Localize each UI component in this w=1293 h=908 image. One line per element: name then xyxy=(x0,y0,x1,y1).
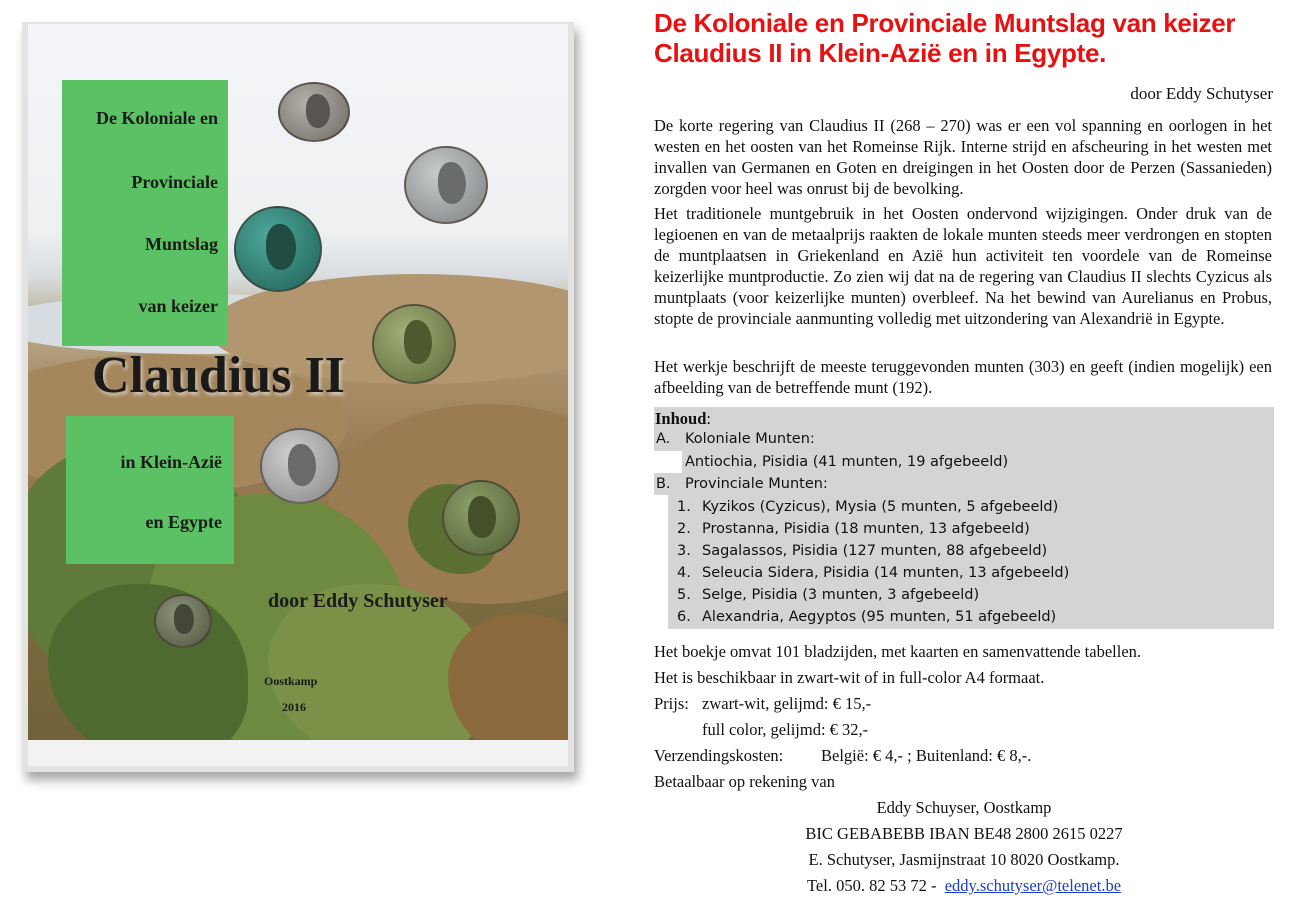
pages-info: Het boekje omvat 101 bladzijden, met kaarten en samenvattende tabellen. xyxy=(654,642,1142,661)
section-b-marker: B. xyxy=(656,476,671,492)
price-color: full color, gelijmd: € 32,- xyxy=(702,720,869,739)
list-item: Kyzikos (Cyzicus), Mysia (5 munten, 5 afgebeeld) xyxy=(702,499,1059,515)
cover-subtitle-line: in Klein-Azië xyxy=(120,452,222,472)
list-item: Sagalassos, Pisidia (127 munten, 88 afgebeeld) xyxy=(702,543,1048,559)
list-item-number: 1. xyxy=(677,499,691,515)
section-a-item: Antiochia, Pisidia (41 munten, 19 afgebeeld) xyxy=(685,454,1009,470)
page-title xyxy=(654,8,1274,68)
price-bw: zwart-wit, gelijmd: € 15,- xyxy=(702,694,872,713)
summary-paragraph: Het werkje beschrijft de meeste teruggevonden munten (303) en geeft (indien mogelijk) een afbeelding van de betreffende munt (192). xyxy=(654,357,1272,397)
cover-author: door Eddy Schutyser xyxy=(268,590,448,612)
history-paragraph: Het traditionele muntgebruik in het Oosten ondervond wijzigingen. Onder druk van de legioenen en van de metaalprijs raakten de lokale munten steeds meer verdrongen en stopten de muntplaatsen in Griekenland en Azië hun activiteit ten voordele van de Romeinse keizerlijke muntproductie. Zo zien wij dat na de regering van Claudius II slechts Cyzicus als muntplaats (voor keizerlijke munten) overbleef. Na het bewind van Aurelianus en Probus, stopte de provinciale aanmunting volledig met uitzondering van Alexandrië in Egypte. xyxy=(654,204,1272,328)
price-label: Prijs: xyxy=(654,694,689,713)
cover-year: 2016 xyxy=(282,700,306,714)
cover-title-line: De Koloniale en xyxy=(96,108,218,128)
coin-image xyxy=(234,206,322,292)
cover-title-line: Muntslag xyxy=(144,234,218,254)
page-title-line: Claudius II in Klein-Azië en in Egypte. xyxy=(654,38,1107,68)
contents-heading-colon: : xyxy=(706,409,711,428)
section-a-marker: A. xyxy=(656,431,671,447)
list-item-number: 5. xyxy=(677,587,691,603)
contents-heading-label: Inhoud xyxy=(655,409,707,428)
cover-subtitle-line: en Egypte xyxy=(145,512,222,532)
list-item-number: 4. xyxy=(677,565,691,581)
shipping-values: België: € 4,- ; Buitenland: € 8,-. xyxy=(821,746,1032,765)
section-b-label: Provinciale Munten: xyxy=(685,476,828,492)
coin-image xyxy=(154,594,212,648)
contents-heading xyxy=(655,409,711,429)
page-title-line: De Koloniale en Provinciale Muntslag van keizer xyxy=(654,8,1236,38)
list-item: Alexandria, Aegyptos (95 munten, 51 afgebeeld) xyxy=(702,609,1057,625)
coin-image xyxy=(260,428,340,504)
section-a-label: Koloniale Munten: xyxy=(685,431,815,447)
list-item: Selge, Pisidia (3 munten, 3 afgebeeld) xyxy=(702,587,980,603)
cover-title-line: van keizer xyxy=(138,296,218,316)
coin-image xyxy=(404,146,488,224)
cover-title-box-bottom xyxy=(66,416,234,564)
coin-image xyxy=(372,304,456,384)
contents-gap xyxy=(654,495,668,629)
email-link[interactable]: eddy.schutyser@telenet.be xyxy=(944,876,1122,895)
coin-image xyxy=(278,82,350,142)
postal-address: E. Schutyser, Jasmijnstraat 10 8020 Oostkamp. xyxy=(808,850,1120,869)
coin-image xyxy=(442,480,520,556)
intro-paragraph: De korte regering van Claudius II (268 – 270) was er een vol spanning en oorlogen in het westen en het oosten van het Romeinse Rijk. Interne strijd en afscheuring in het westen met invallen van Germanen en Goten en dreigingen in het Oosten door de Perzen (Sassanieden) zorgden voor heel was onrust bij de bevolking. xyxy=(654,116,1272,198)
list-item-number: 6. xyxy=(677,609,691,625)
byline: door Eddy Schutyser xyxy=(1130,84,1273,103)
cover-bottom-margin xyxy=(28,740,568,766)
list-item: Prostanna, Pisidia (18 munten, 13 afgebeeld) xyxy=(702,521,1030,537)
account-name: Eddy Schuyser, Oostkamp xyxy=(876,798,1052,817)
book-cover xyxy=(28,24,568,766)
list-item-number: 2. xyxy=(677,521,691,537)
payable-info: Betaalbaar op rekening van xyxy=(654,772,835,791)
list-item: Seleucia Sidera, Pisidia (14 munten, 13 afgebeeld) xyxy=(702,565,1070,581)
shipping-label: Verzendingskosten: xyxy=(654,746,784,765)
contact-line xyxy=(654,876,1274,896)
contents-gap xyxy=(654,451,682,473)
cover-place: Oostkamp xyxy=(264,674,318,688)
cover-main-title: Claudius II xyxy=(92,347,345,404)
format-info: Het is beschikbaar in zwart-wit of in full-color A4 formaat. xyxy=(654,668,1045,687)
contents-box xyxy=(654,407,1274,629)
bank-details: BIC GEBABEBB IBAN BE48 2800 2615 0227 xyxy=(805,824,1123,843)
cover-title-line: Provinciale xyxy=(131,172,218,192)
list-item-number: 3. xyxy=(677,543,691,559)
phone-number: Tel. 050. 82 53 72 - xyxy=(806,876,937,895)
